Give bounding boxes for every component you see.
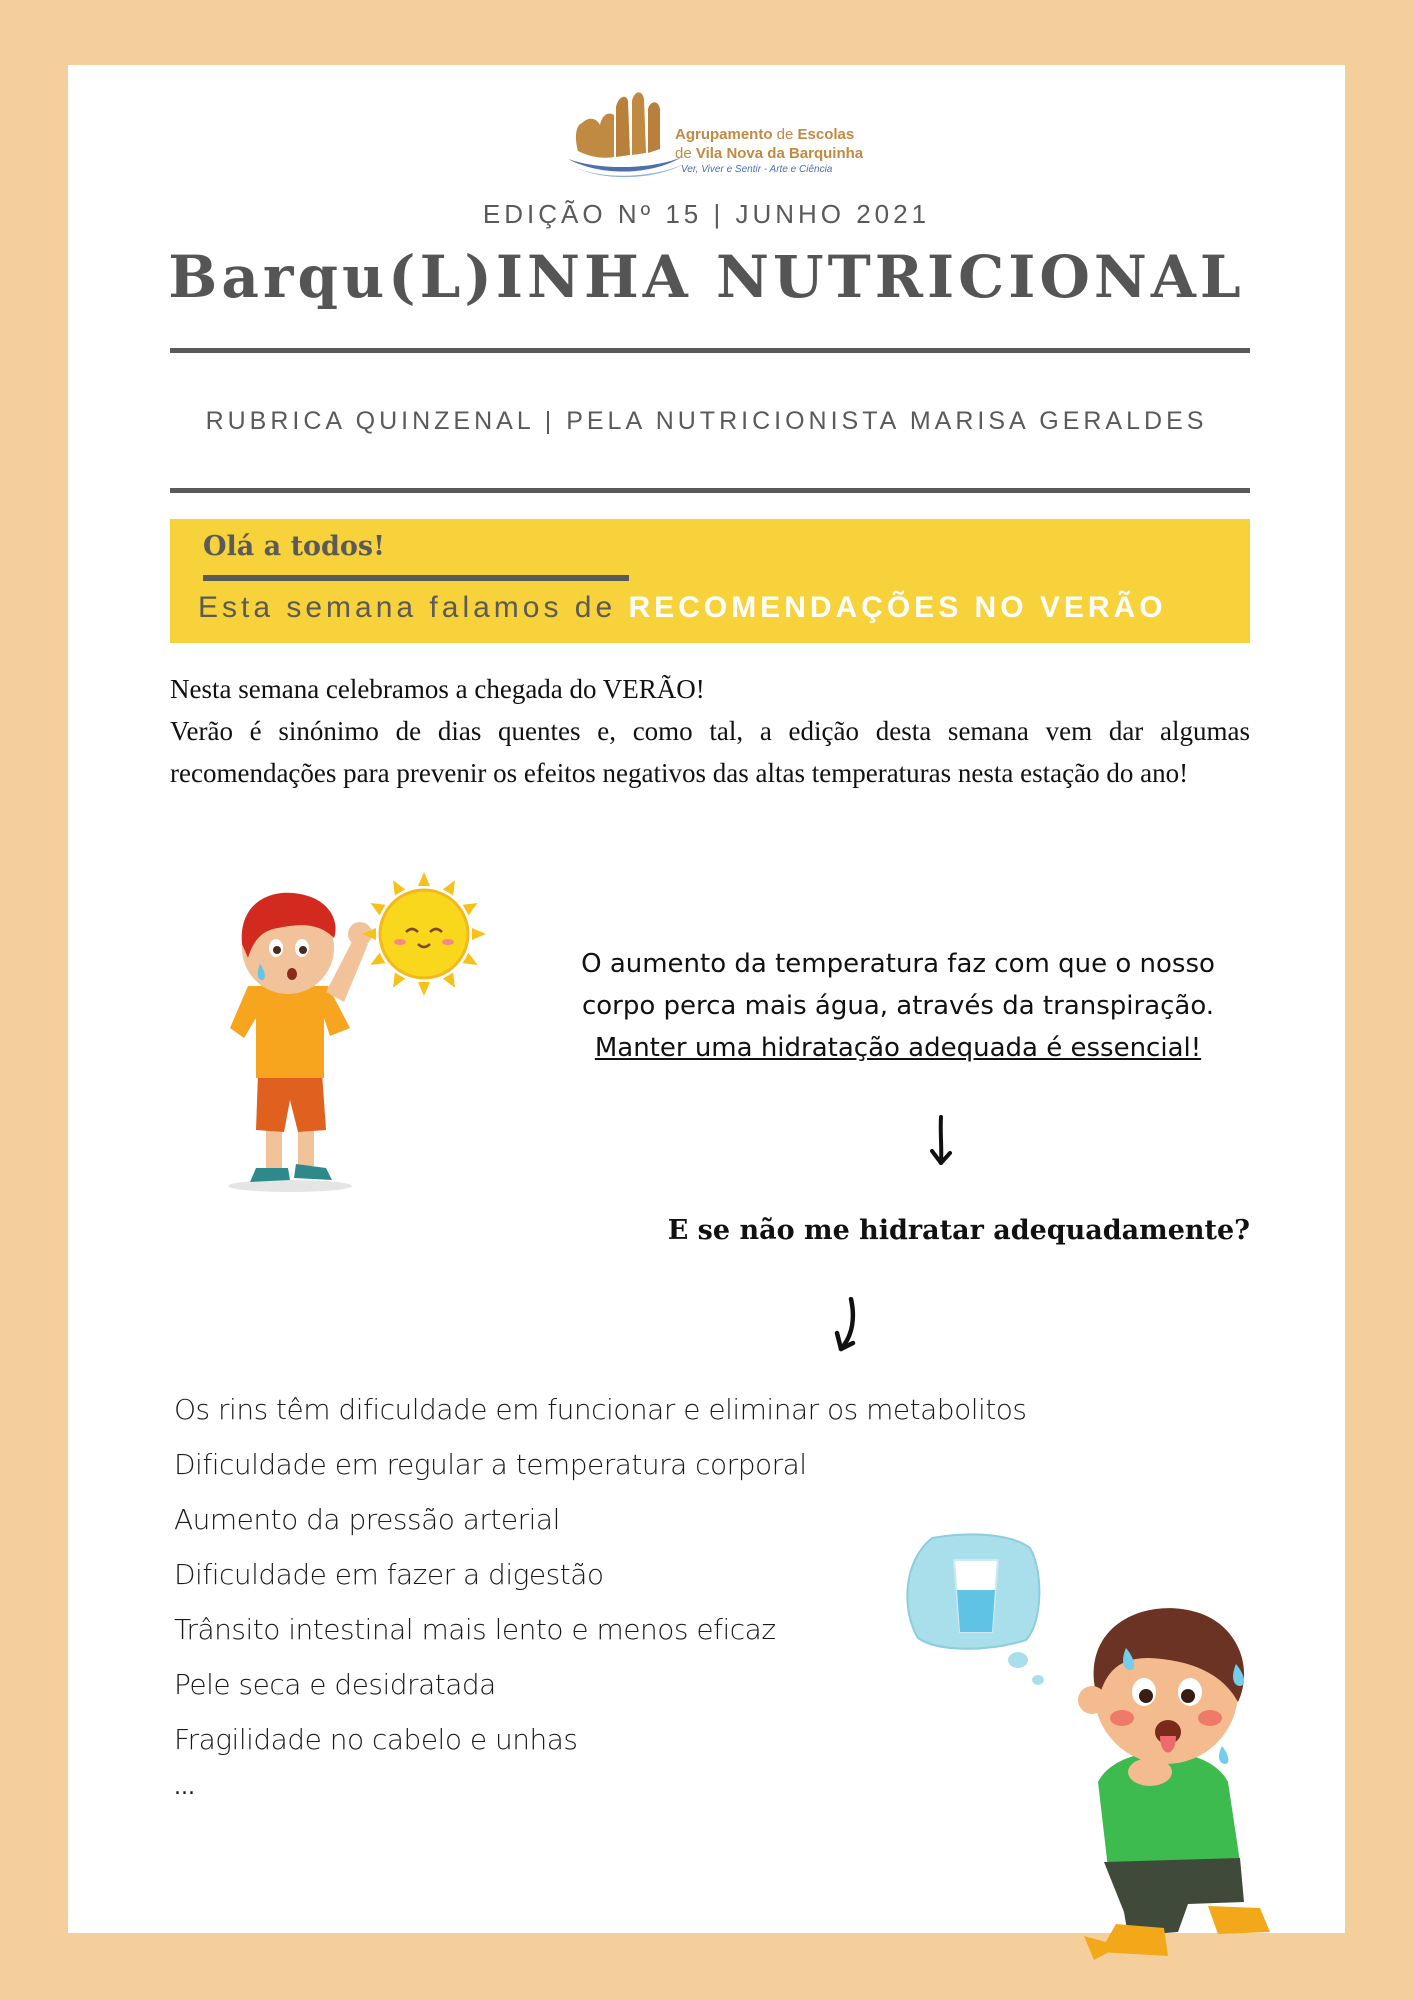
logo-line1: Agrupamento de Escolas [675,126,855,143]
down-arrow-icon [831,1297,861,1355]
topic-banner [170,519,1250,643]
list-item: Pele seca e desidratada [174,1668,496,1701]
logo-line2: de Vila Nova da Barquinha [675,145,864,162]
hydration-info [548,943,1248,1069]
list-item: Fragilidade no cabelo e unhas [174,1723,578,1756]
logo-text [675,125,915,177]
down-arrow-icon [926,1115,956,1167]
logo-tagline: Ver, Viver e Sentir - Arte e Ciência [681,164,833,175]
info-line2: corpo perca mais água, através da transpiração. [581,991,1215,1021]
info-line3: Manter uma hidratação adequada é essencial! [594,1033,1202,1063]
sun-icon [361,871,487,997]
list-item: Dificuldade em regular a temperatura corporal [174,1448,807,1481]
topic-lead: Esta semana falamos de [198,591,629,624]
info-line1: O aumento da temperatura faz com que o nosso [581,949,1215,979]
topic-line [198,591,1167,625]
subtitle: RUBRICA QUINZENAL | PELA NUTRICIONISTA MARISA GERALDES [205,407,1208,435]
question-heading: E se não me hidratar adequadamente? [667,1215,1250,1246]
list-item: Aumento da pressão arterial [174,1503,560,1536]
intro-line2: Verão é sinónimo de dias quentes e, como tal, a edição desta semana vem dar algumas recomendações para prevenir os efeitos negativos das altas temperaturas nesta estação do ano! [170,716,1250,788]
intro-line1: Nesta semana celebramos a chegada do VERÃO! [170,674,705,704]
greeting-underline [203,575,629,581]
bottom-divider [170,488,1250,493]
edition-label: EDIÇÃO Nº 15 | JUNHO 2021 [482,199,931,229]
thirsty-boy-illustration [888,1532,1308,1972]
list-item: Trânsito intestinal mais lento e menos eficaz [174,1613,776,1646]
top-divider [170,348,1250,353]
water-glass-icon [907,1534,1039,1648]
list-item: Os rins têm dificuldade em funcionar e eliminar os metabolitos [174,1393,1027,1426]
list-item: Dificuldade em fazer a digestão [174,1558,604,1591]
topic-highlight: RECOMENDAÇÕES NO VERÃO [628,591,1167,624]
greeting: Olá a todos! [203,531,385,562]
page-title: Barqu(L)INHA NUTRICIONAL [168,243,1245,311]
newsletter-page [68,65,1345,1933]
list-ellipsis: ... [174,1775,195,1800]
intro-paragraph [170,668,1250,794]
